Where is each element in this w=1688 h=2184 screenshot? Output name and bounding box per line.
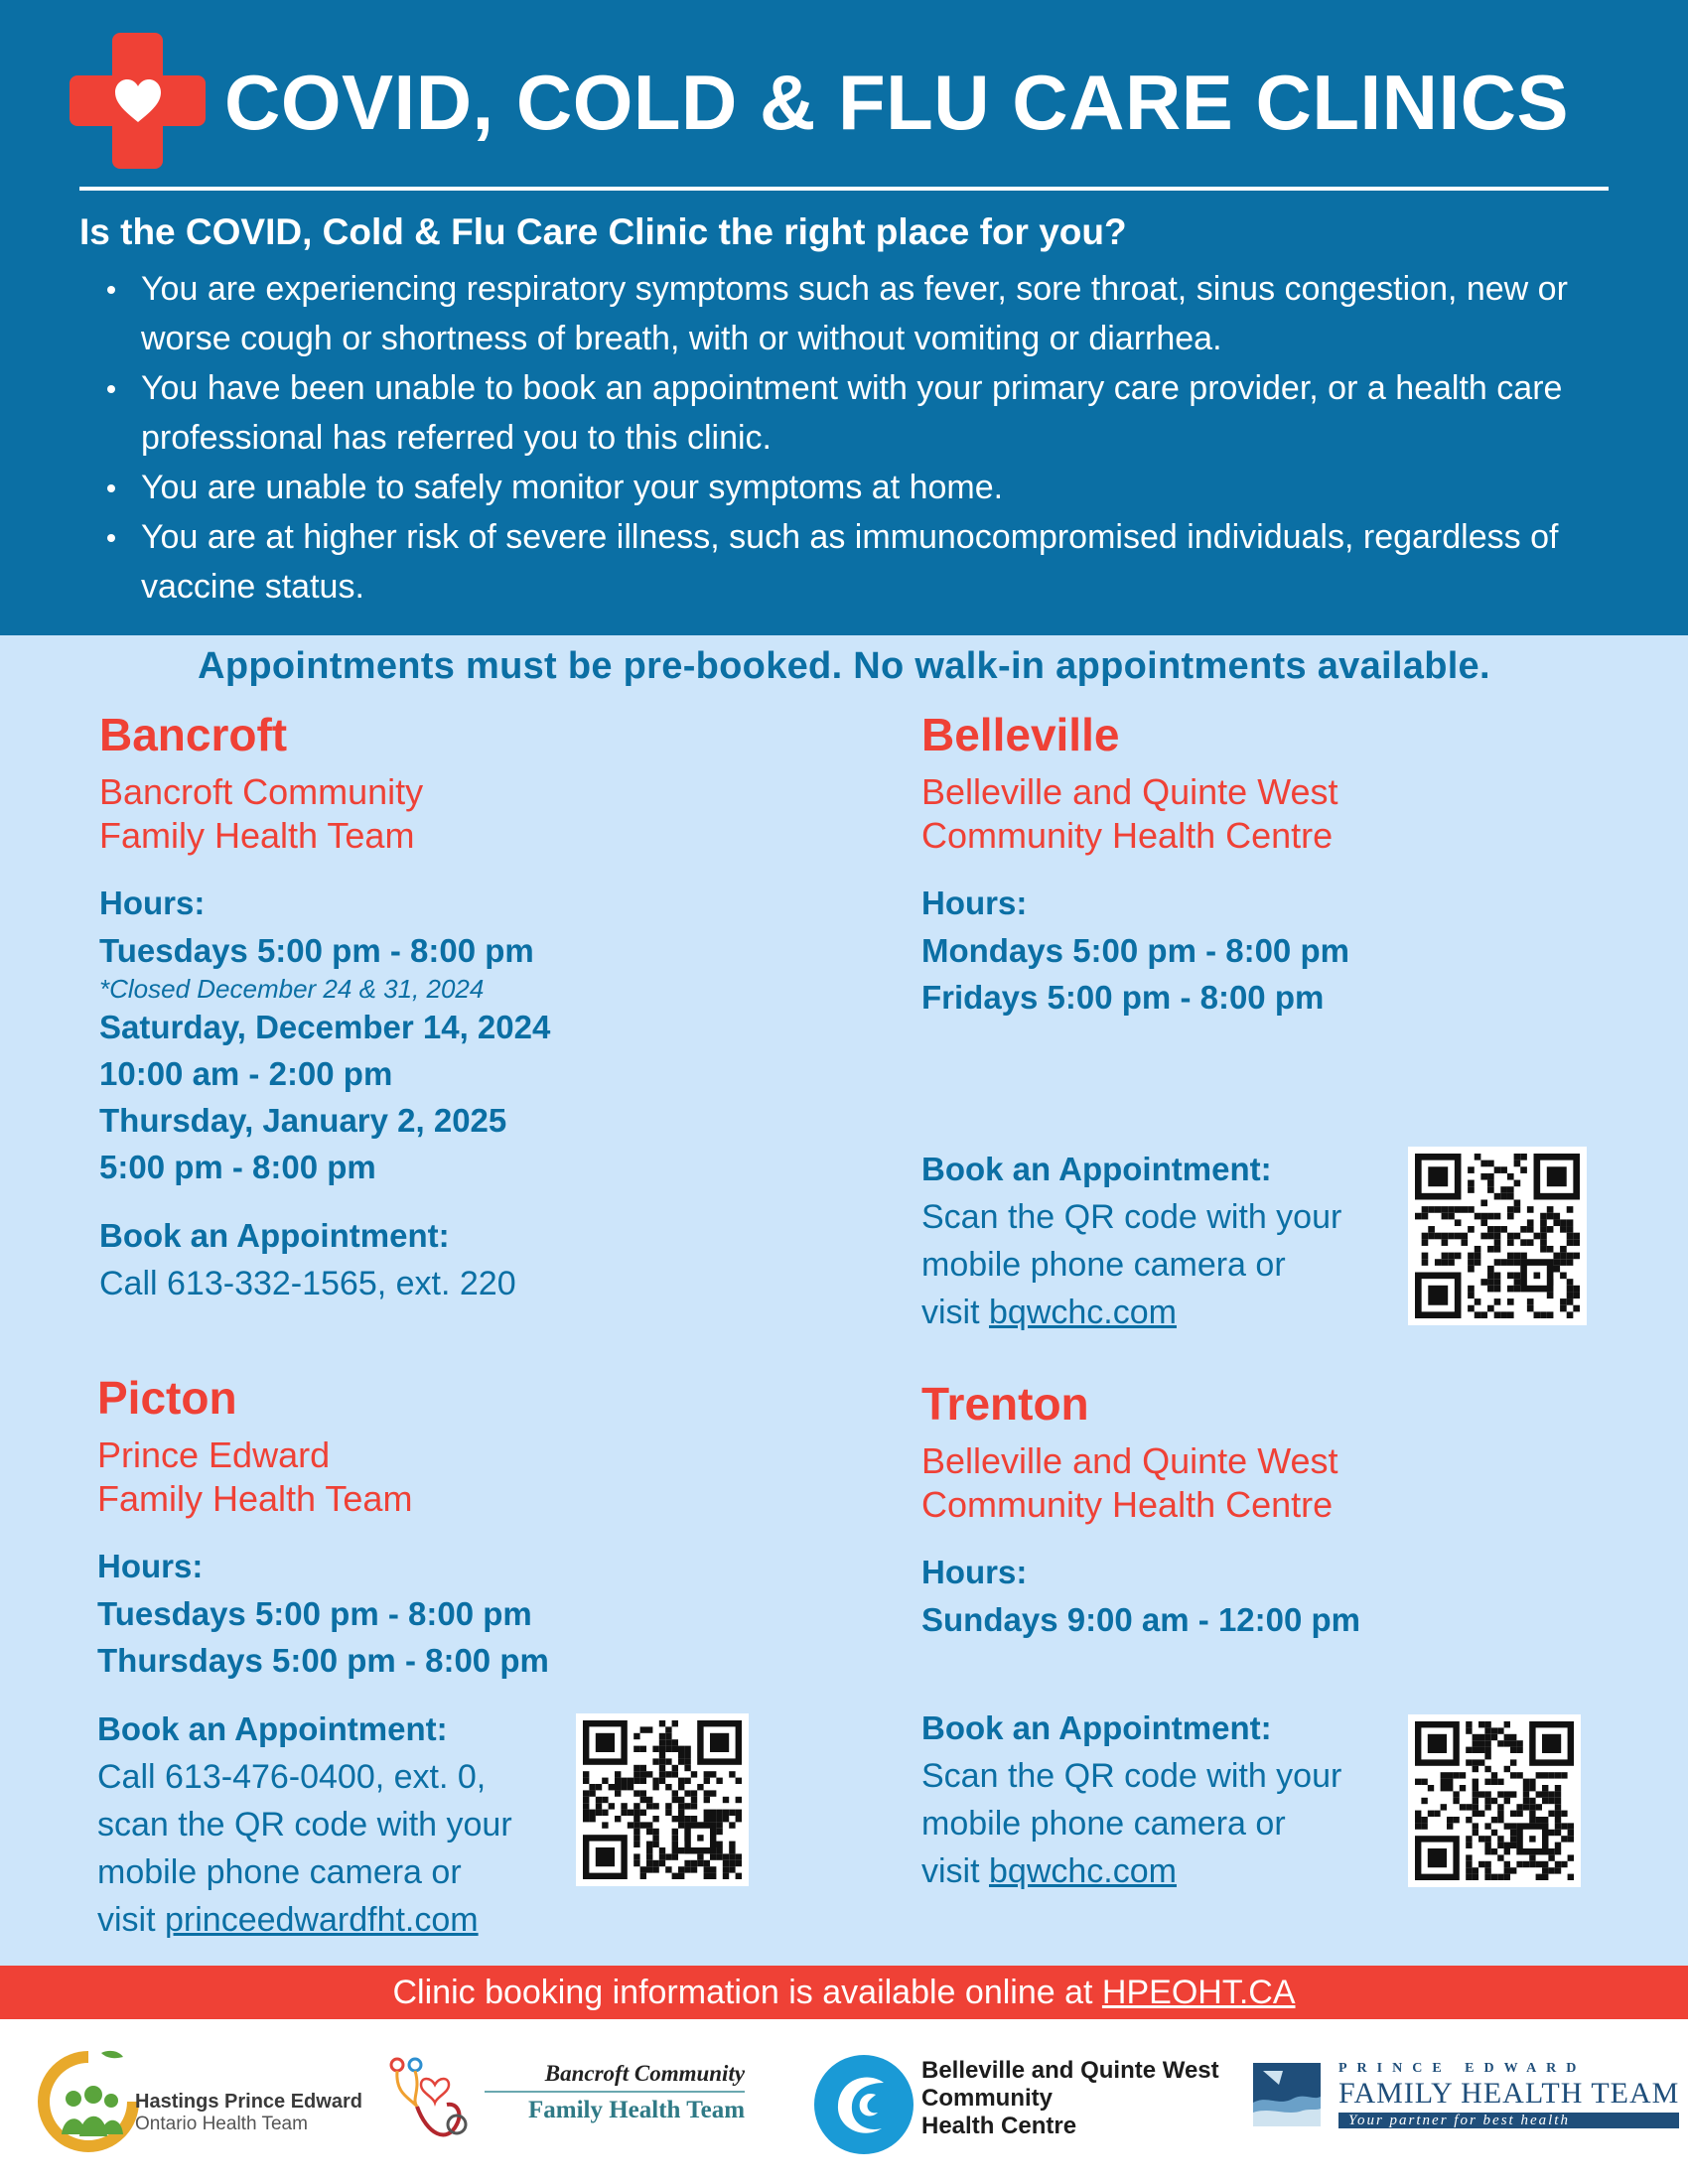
hpeoht-link[interactable]: HPEOHT.CA: [1101, 1974, 1296, 2011]
clinic-org-line: Community Health Centre: [921, 815, 1334, 856]
book-instructions: Scan the QR code with your: [921, 1198, 1342, 1236]
clinic-org: [921, 1439, 1617, 1527]
stethoscope-icon: [387, 2055, 477, 2154]
prince-edward-family-health-team-logo: [1253, 2061, 1680, 2170]
clinic-org-line: Prince Edward: [97, 1434, 331, 1475]
clinic-town: Picton: [97, 1372, 237, 1424]
book-label: Book an Appointment:: [99, 1217, 450, 1254]
logo-text: FAMILY HEALTH TEAM: [1338, 2077, 1680, 2110]
hours-entry: Tuesdays 5:00 pm - 8:00 pm: [97, 1595, 532, 1632]
eligibility-question: Is the COVID, Cold & Flu Care Clinic the right place for you?: [79, 211, 1127, 252]
bancroft-family-health-team-logo: [387, 2055, 784, 2164]
lighthouse-landscape-icon: [1253, 2063, 1321, 2126]
hours-label: Hours:: [921, 1554, 1028, 1590]
clinic-org: [921, 770, 1617, 858]
clinic-org-line: Family Health Team: [99, 815, 415, 856]
logo-text: Bancroft Community: [544, 2061, 746, 2086]
hours-entry: 5:00 pm - 8:00 pm: [99, 1149, 376, 1185]
clinic-town: Trenton: [921, 1378, 1089, 1430]
eligibility-item: You are unable to safely monitor your symptoms at home.: [107, 463, 1636, 512]
book-label: Book an Appointment:: [97, 1710, 448, 1747]
ohT-circle-icon: [34, 2047, 143, 2156]
book-label: Book an Appointment:: [921, 1709, 1272, 1746]
hours-entry: Tuesdays 5:00 pm - 8:00 pm: [99, 932, 534, 969]
booking-info-banner: [0, 1966, 1688, 2019]
book-instructions: mobile phone camera or: [921, 1805, 1286, 1843]
hours-label: Hours:: [99, 885, 206, 921]
book-label: Book an Appointment:: [921, 1151, 1272, 1187]
hours-entry: Sundays 9:00 am - 12:00 pm: [921, 1601, 1361, 1638]
website-link[interactable]: princeedwardfht.com: [165, 1901, 479, 1939]
hours-entry: Fridays 5:00 pm - 8:00 pm: [921, 979, 1325, 1016]
logo-text: PRINCE EDWARD: [1338, 2061, 1587, 2076]
clinic-org-line: Family Health Team: [97, 1478, 413, 1519]
hours-label: Hours:: [97, 1548, 204, 1584]
book-instructions: Scan the QR code with your: [921, 1757, 1342, 1795]
eligibility-item: You are experiencing respiratory symptoms such as fever, sore throat, sinus congestion, new or worse cough or shortness of breath, with or without vomiting or diarrhea.: [107, 264, 1636, 363]
page-title: COVID, COLD & FLU CARE CLINICS: [224, 59, 1569, 146]
qr-code-picton[interactable]: [576, 1713, 749, 1886]
book-instructions: scan the QR code with your: [97, 1806, 512, 1843]
book-visit-line: [97, 1896, 792, 1944]
qr-code-trenton[interactable]: [1408, 1714, 1581, 1887]
header-divider: [79, 187, 1609, 191]
clinic-org-line: Community Health Centre: [921, 1484, 1334, 1525]
banner-text: Clinic booking information is available online at: [392, 1974, 1102, 2011]
header-panel: [0, 0, 1688, 635]
logo-text: Belleville and Quinte West: [921, 2057, 1219, 2084]
logo-tagline: Your partner for best health: [1348, 2113, 1570, 2128]
book-instructions: mobile phone camera or: [921, 1246, 1286, 1284]
hours-entry: Thursdays 5:00 pm - 8:00 pm: [97, 1642, 549, 1679]
book-instructions: mobile phone camera or: [97, 1853, 462, 1891]
website-link[interactable]: bqwchc.com: [989, 1852, 1177, 1890]
eligibility-item: You are at higher risk of severe illness, such as immunocompromised individuals, regardless of vaccine status.: [107, 512, 1636, 612]
hours-entry: Mondays 5:00 pm - 8:00 pm: [921, 932, 1349, 969]
medical-cross-heart-icon: [70, 33, 206, 169]
clinic-town: Bancroft: [99, 709, 288, 760]
logo-text: Health Centre: [921, 2113, 1077, 2139]
hastings-prince-edward-oht-logo: [34, 2047, 362, 2166]
visit-prefix: visit: [921, 1852, 989, 1890]
eligibility-list: [107, 264, 1636, 612]
clinic-org-line: Belleville and Quinte West: [921, 1440, 1338, 1481]
closure-note: *Closed December 24 & 31, 2024: [99, 974, 485, 1004]
clinic-org-line: Belleville and Quinte West: [921, 771, 1338, 812]
prebook-notice: Appointments must be pre-booked. No walk-in appointments available.: [198, 645, 1490, 687]
clinic-town: Belleville: [921, 709, 1120, 760]
clinic-org-line: Bancroft Community: [99, 771, 424, 812]
phone-number: Call 613-332-1565, ext. 220: [99, 1265, 516, 1302]
hours-entry: Saturday, December 14, 2024: [99, 1009, 551, 1045]
hours-label: Hours:: [921, 885, 1028, 921]
hours-entry: 10:00 am - 2:00 pm: [99, 1055, 393, 1092]
clinic-org: [99, 770, 794, 858]
visit-prefix: visit: [921, 1294, 989, 1331]
hours-entry: Thursday, January 2, 2025: [99, 1102, 507, 1139]
qr-code-belleville[interactable]: [1408, 1147, 1587, 1325]
logo-text: Family Health Team: [528, 2097, 746, 2123]
visit-prefix: visit: [97, 1901, 165, 1939]
logo-text: Community: [921, 2085, 1053, 2112]
logo-text: Ontario Health Team: [135, 2114, 308, 2134]
eligibility-item: You have been unable to book an appointment with your primary care provider, or a health care professional has referred you to this clinic.: [107, 363, 1636, 463]
clinic-org: [97, 1433, 792, 1521]
belleville-quinte-west-chc-logo: [812, 2053, 1229, 2172]
website-link[interactable]: bqwchc.com: [989, 1294, 1177, 1331]
book-instructions: Call 613-476-0400, ext. 0,: [97, 1758, 487, 1796]
chc-swirl-icon: [812, 2053, 915, 2156]
partner-logos: [0, 2019, 1688, 2184]
clinic-bancroft: [99, 707, 794, 1307]
logo-text: Hastings Prince Edward: [135, 2091, 362, 2113]
